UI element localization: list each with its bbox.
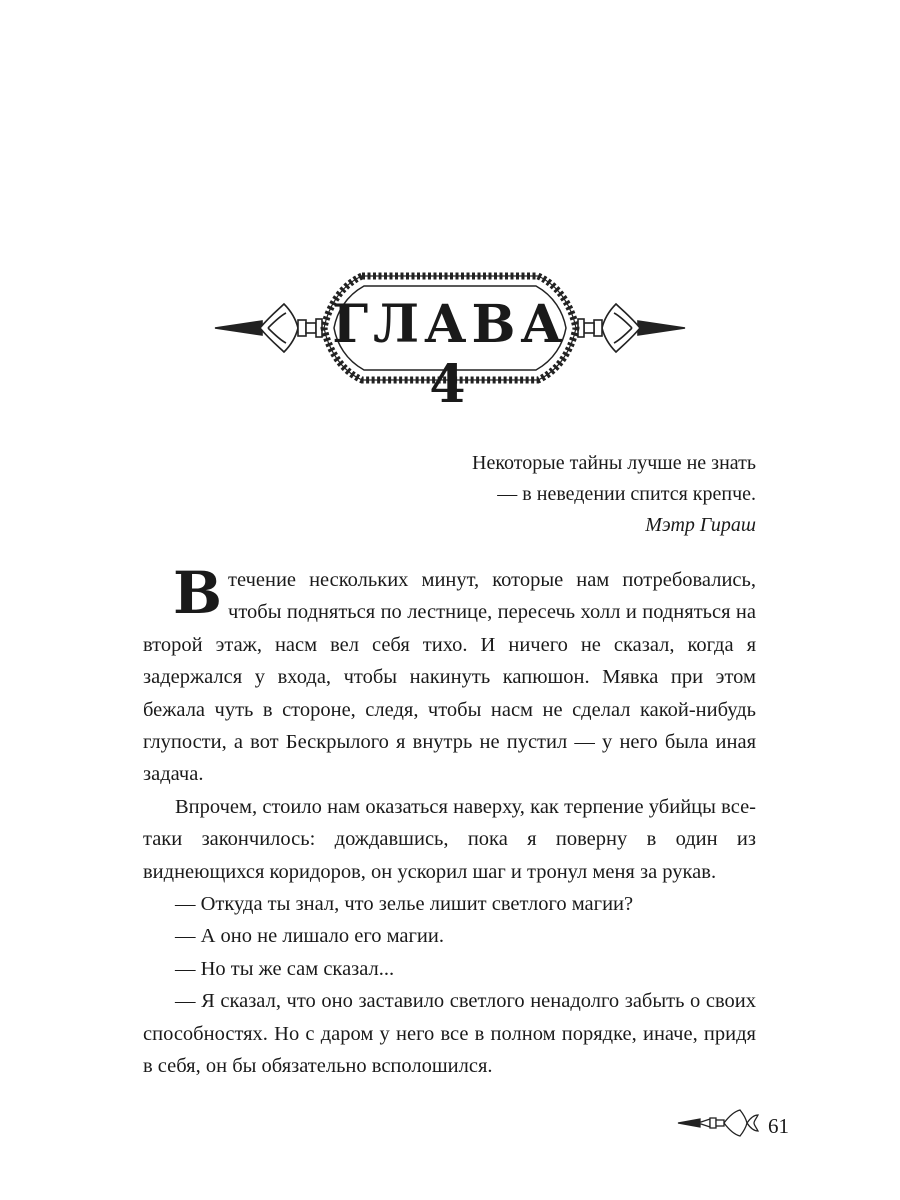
page-number: 61 <box>768 1114 789 1138</box>
dialogue-line: — Но ты же сам сказал... <box>175 957 395 980</box>
epigraph <box>360 448 756 541</box>
left-spear-ornament <box>215 304 322 352</box>
chapter-title: ГЛАВА 4 <box>332 294 568 415</box>
footer-spear-ornament <box>676 1107 760 1139</box>
dialogue-line: — А оно не лишало его магии. <box>175 925 444 948</box>
paragraph-text: течение нескольких минут, которые нам потребовались, чтобы подняться по лестнице, пересечь холл и подняться на второй этаж, насм вел себя тихо. И ничего не сказал, когда я задержался у входа, чтобы накинуть капюшон. Мявка при этом бежала чуть в стороне, следя, чтобы насм не сделал какой-нибудь глупости, а вот Бескрылого я внутрь не пустил — у него была иная задача. <box>143 569 756 786</box>
body-text <box>143 559 756 1083</box>
dialogue-line: — Откуда ты знал, что зелье лишит светлого магии? <box>175 893 634 916</box>
paragraph: Впрочем, стоило нам оказаться наверху, как терпение убийцы все-таки закончилось: дождавшись, пока я поверну в один из виднеющихся коридоров, он ускорил шаг и тронул меня за рукав. <box>143 795 756 883</box>
dialogue-line: — Я сказал, что оно заставило светлого ненадолго забыть о своих способностях. Но с даром у него все в полном порядке, иначе, придя в себя, он бы обязательно всполошился. <box>143 990 756 1078</box>
epigraph-line: — в неведении спится крепче. <box>497 483 756 505</box>
right-spear-ornament <box>578 304 685 352</box>
drop-cap: В <box>173 559 223 627</box>
paragraph <box>143 559 756 791</box>
epigraph-line: Некоторые тайны лучше не знать <box>472 452 756 474</box>
epigraph-author: Мэтр Гираш <box>645 514 756 536</box>
